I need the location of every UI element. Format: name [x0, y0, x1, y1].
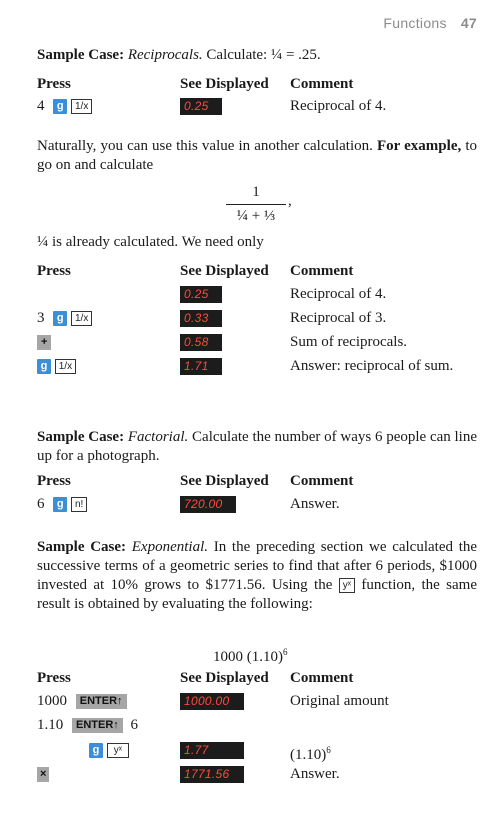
- comment-text: [290, 741, 331, 765]
- case-name: Exponential.: [131, 539, 208, 555]
- case-name: Factorial.: [127, 429, 189, 445]
- press-number: 4: [37, 98, 45, 114]
- fraction-formula: [226, 183, 286, 226]
- press-number: 3: [37, 310, 45, 326]
- page-header: [383, 14, 477, 33]
- press-number: 6: [130, 717, 139, 733]
- col-press: Press: [37, 670, 71, 686]
- reciprocals-heading: [37, 46, 477, 65]
- display-readout: 0.25: [180, 98, 222, 115]
- comment-text: Answer.: [290, 766, 340, 782]
- comment-text: Reciprocal of 3.: [290, 310, 387, 326]
- comment-text: Sum of reciprocals.: [290, 334, 408, 350]
- col-display: See Displayed: [180, 670, 269, 686]
- display-readout: 1771.56: [180, 766, 244, 783]
- fraction-bar: [226, 204, 286, 205]
- case-label: Sample Case:: [37, 539, 127, 555]
- reciprocal-key: 1/x: [55, 359, 76, 374]
- fraction-comma: ,: [288, 193, 292, 209]
- fraction-denominator: ¼ + ⅓: [236, 208, 276, 224]
- press-row: [37, 716, 138, 735]
- press-row: [37, 692, 127, 711]
- reciprocal-key: 1/x: [71, 311, 92, 326]
- display-readout: 720.00: [180, 496, 236, 513]
- g-key: g: [89, 743, 103, 758]
- enter-key: ENTER↑: [72, 718, 123, 733]
- section-title: Functions: [383, 15, 447, 31]
- formula: [213, 643, 288, 667]
- g-key: g: [53, 99, 67, 114]
- formula-base: 1000 (1.10): [213, 649, 283, 665]
- press-row: [37, 97, 92, 116]
- formula-exponent: 6: [283, 647, 288, 657]
- comment-text: Original amount: [290, 693, 389, 709]
- case-text: Calculate: ¼ = .25.: [206, 47, 321, 63]
- display-readout: 0.33: [180, 310, 222, 327]
- press-row: [37, 357, 76, 376]
- page-number: 47: [460, 15, 477, 31]
- note-text: ¼ is already calculated. We need only: [37, 234, 264, 250]
- power-key: yˣ: [339, 578, 355, 593]
- comment-text: Answer: reciprocal of sum.: [290, 358, 454, 374]
- case-text-end: function, the same result is obtained by evaluating the following:: [37, 577, 478, 612]
- paragraph-bold: For example,: [377, 138, 462, 154]
- press-number: 6: [37, 496, 45, 512]
- col-press: Press: [37, 76, 71, 92]
- g-key: g: [53, 311, 67, 326]
- reciprocal-key: 1/x: [71, 99, 92, 114]
- display-readout: 1000.00: [180, 693, 244, 710]
- col-press: Press: [37, 263, 71, 279]
- fraction-numerator: 1: [252, 184, 260, 200]
- comment-text: Reciprocal of 4.: [290, 286, 387, 302]
- col-display: See Displayed: [180, 263, 269, 279]
- case-label: Sample Case:: [37, 47, 125, 63]
- col-display: See Displayed: [180, 473, 269, 489]
- press-row: [37, 333, 51, 352]
- display-readout: 1.71: [180, 358, 222, 375]
- press-number: 1000: [37, 693, 67, 709]
- g-key: g: [37, 359, 51, 374]
- comment-exponent: 6: [326, 745, 331, 755]
- col-display: See Displayed: [180, 76, 269, 92]
- col-comment: Comment: [290, 263, 354, 279]
- multiply-key: ×: [37, 767, 49, 782]
- g-key: g: [53, 497, 67, 512]
- factorial-heading: [37, 428, 477, 466]
- col-comment: Comment: [290, 76, 354, 92]
- case-text: Calculate the number of ways 6 people can line up for a photograph.: [37, 429, 478, 464]
- display-readout: 0.58: [180, 334, 222, 351]
- display-readout: 0.25: [180, 286, 222, 303]
- power-key: yˣ: [107, 743, 129, 758]
- case-text: In the preceding section we calculated the successive terms of a geometric series to find that after 6 periods, $1000 invested at 10% grows to $1771.56. Using the: [37, 539, 478, 593]
- press-row: [37, 309, 92, 328]
- paragraph-end: to go on and calculate: [37, 138, 478, 173]
- press-row: [89, 741, 129, 760]
- paragraph: [37, 137, 477, 175]
- case-name: Reciprocals.: [127, 47, 203, 63]
- comment-text: Reciprocal of 4.: [290, 98, 387, 114]
- col-press: Press: [37, 473, 71, 489]
- comment-base: (1.10): [290, 747, 327, 763]
- col-comment: Comment: [290, 670, 354, 686]
- press-row: [37, 495, 87, 514]
- press-row: [37, 765, 49, 784]
- exponential-heading: [37, 538, 477, 614]
- plus-key: +: [37, 335, 51, 350]
- col-comment: Comment: [290, 473, 354, 489]
- enter-key: ENTER↑: [76, 694, 127, 709]
- case-label: Sample Case:: [37, 429, 125, 445]
- press-number: 1.10: [37, 717, 64, 733]
- display-readout: 1.77: [180, 742, 244, 759]
- comment-text: Answer.: [290, 496, 340, 512]
- paragraph-text: Naturally, you can use this value in another calculation.: [37, 138, 373, 154]
- factorial-key: n!: [71, 497, 87, 512]
